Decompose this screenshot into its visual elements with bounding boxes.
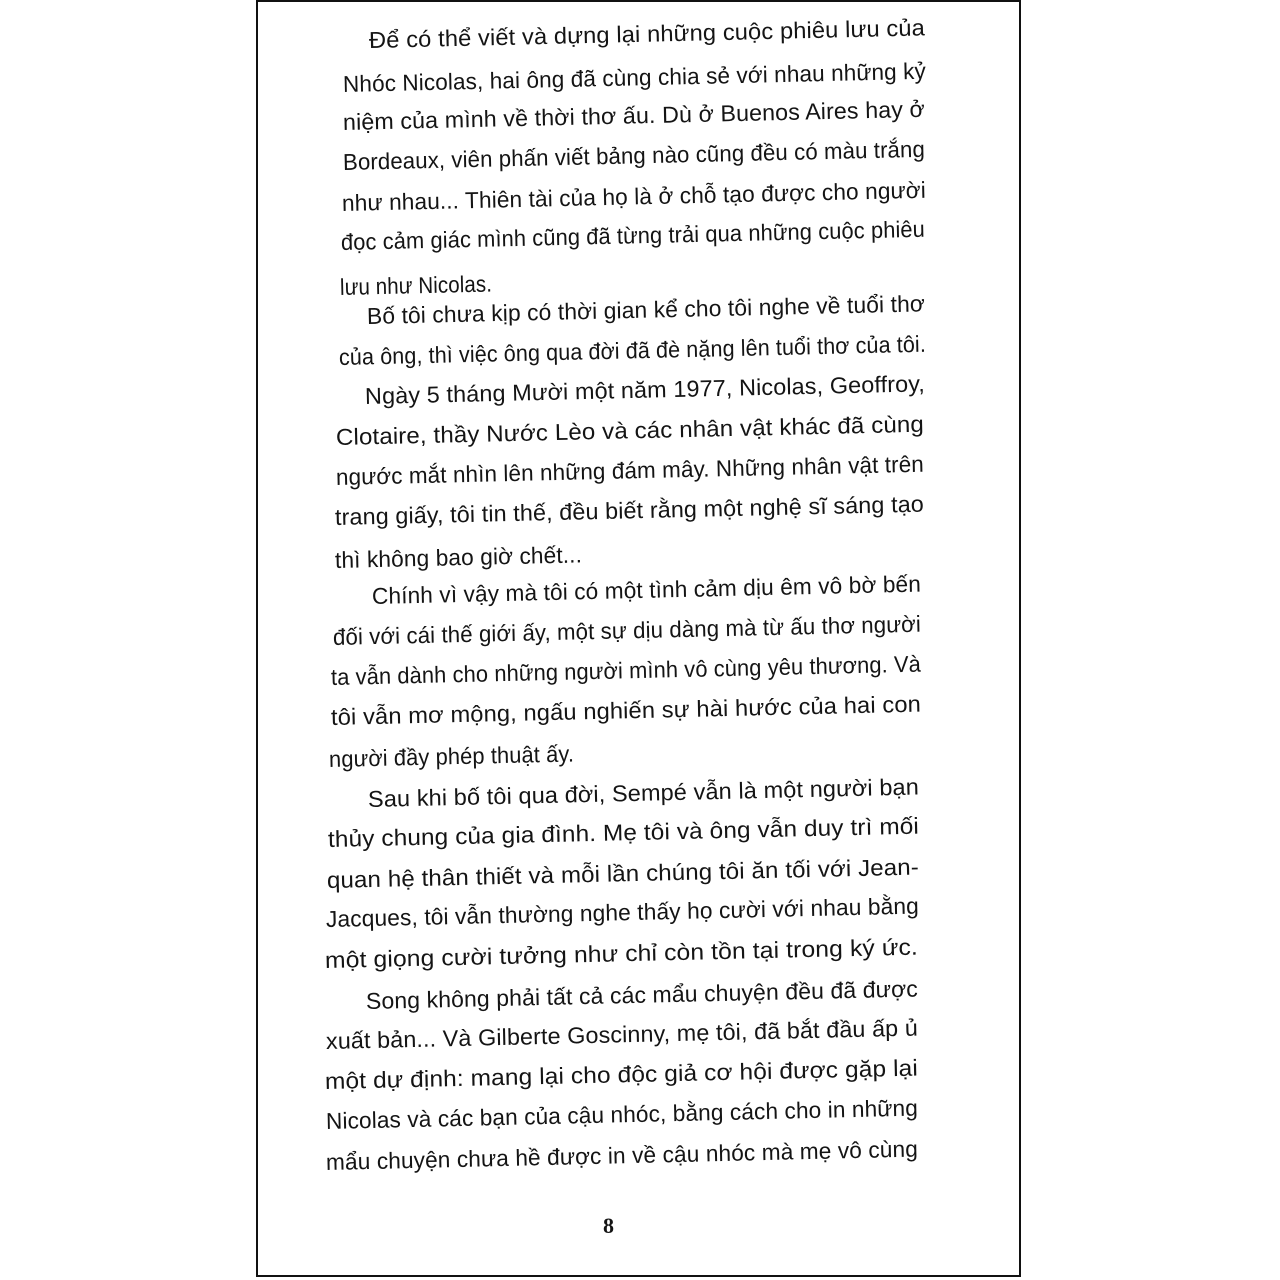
text-line: mẩu chuyện chưa hề được in về cậu nhóc mà mẹ vô cùng [325,1135,919,1175]
text-line: tôi vẫn mơ mộng, ngấu nghiến sự hài hước của hai con [330,690,922,730]
text-line: Bordeaux, viên phấn viết bảng nào cũng đều có màu trắng [342,135,926,175]
text-line: trang giấy, tôi tin thế, đều biết rằng một nghệ sĩ sáng tạo [334,490,925,530]
text-line: của ông, thì việc ông qua đời đã đè nặng lên tuổi thơ của tôi. [338,330,927,370]
text-line: Clotaire, thầy Nước Lèo và các nhân vật khác đã cùng [335,410,925,450]
text-line: Để có thể viết và dựng lại những cuộc phiêu lưu của [368,14,926,53]
text-line: Bố tôi chưa kịp có thời gian kể cho tôi nghe về tuổi thơ [366,290,926,329]
text-line: niệm của mình về thời thơ ấu. Dù ở Buenos Aires hay ở [342,95,926,135]
text-line: Ngày 5 tháng Mười một năm 1977, Nicolas, Geoffroy, [364,370,926,409]
text-line: thì không bao giờ chết... [334,541,583,573]
text-line: Nhóc Nicolas, hai ông đã cùng chia sẻ với nhau những kỷ [342,57,927,97]
text-line: ngước mắt nhìn lên những đám mây. Những nhân vật trên [335,450,925,490]
text-line: ta vẫn dành cho những người mình vô cùng yêu thương. Và [330,650,922,690]
text-line: một dự định: mang lại cho độc giả cơ hội được gặp lại [324,1054,919,1094]
text-line: xuất bản... Và Gilberte Goscinny, mẹ tôi, đã bắt đầu ấp ủ [325,1014,919,1054]
text-line: người đầy phép thuật ấy. [328,740,575,772]
text-line: Sau khi bố tôi qua đời, Sempé vẫn là một người bạn [367,773,920,812]
text-line: lưu như Nicolas. [339,270,493,300]
text-line: như nhau... Thiên tài của họ là ở chỗ tạo được cho người [341,176,927,216]
text-line: đọc cảm giác mình cũng đã từng trải qua những cuộc phiêu [340,215,926,255]
text-line: quan hệ thân thiết và mỗi lần chúng tôi ăn tối với Jean- [326,853,920,893]
text-line: Song không phải tất cả các mẩu chuyện đều đã được [365,975,919,1014]
text-line: một giọng cười tưởng như chỉ còn tồn tại trong ký ức. [324,933,919,973]
text-line: đối với cái thế giới ấy, một sự dịu dàng mà từ ấu thơ người [332,610,922,650]
text-line: Chính vì vậy mà tôi có một tình cảm dịu êm vô bờ bến [371,570,922,609]
page-number: 8 [603,1213,614,1238]
text-line: thủy chung của gia đình. Mẹ tôi và ông vẫn duy trì mối [327,812,920,852]
text-line: Nicolas và các bạn của cậu nhóc, bằng cách cho in những [325,1094,919,1134]
text-line: Jacques, tôi vẫn thường nghe thấy họ cười với nhau bằng [325,892,920,932]
